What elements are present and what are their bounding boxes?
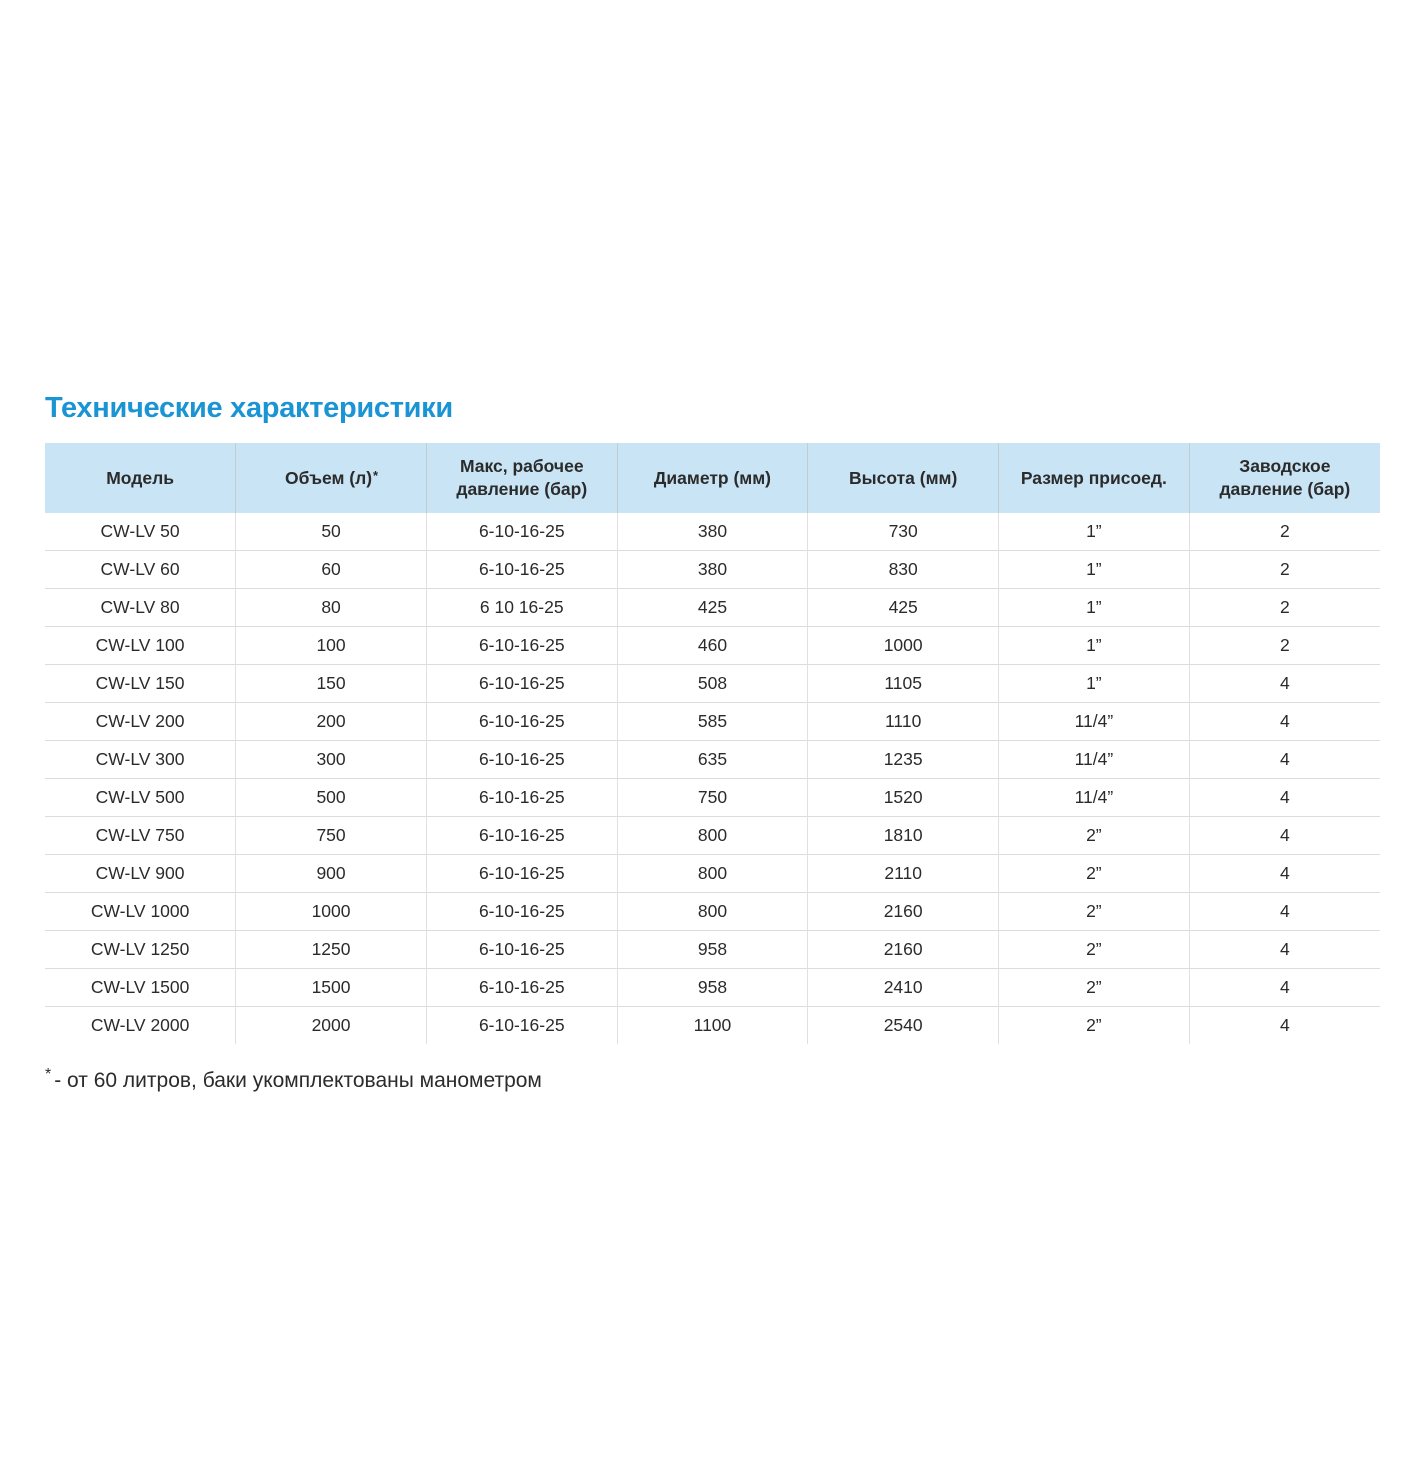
cell-connection-size: 2”: [999, 931, 1190, 969]
cell-factory-pressure: 2: [1189, 627, 1380, 665]
specs-table: [45, 443, 1380, 1044]
cell-diameter: 800: [617, 855, 808, 893]
cell-volume: 2000: [236, 1007, 427, 1045]
table-row: [45, 931, 1380, 969]
cell-factory-pressure: 4: [1189, 1007, 1380, 1045]
cell-connection-size: 11/4”: [999, 741, 1190, 779]
cell-height: 2110: [808, 855, 999, 893]
cell-model: CW-LV 1500: [90, 977, 190, 997]
cell-height: 730: [808, 513, 999, 551]
col-header-model: [45, 443, 236, 513]
cell-max-working-pressure: 6-10-16-25: [426, 817, 617, 855]
cell-max-working-pressure: 6-10-16-25: [426, 665, 617, 703]
cell-diameter: 958: [617, 931, 808, 969]
col-header-connection-size-label: Размер присоед.: [1020, 467, 1167, 488]
col-header-diameter-label: Диаметр (мм): [653, 467, 771, 488]
table-header-row: [45, 443, 1380, 513]
table-row: [45, 665, 1380, 703]
cell-factory-pressure: 2: [1189, 551, 1380, 589]
table-row: [45, 817, 1380, 855]
cell-height: 1000: [808, 627, 999, 665]
cell-height: 1235: [808, 741, 999, 779]
cell-connection-size: 2”: [999, 893, 1190, 931]
cell-volume: 300: [236, 741, 427, 779]
cell-connection-size: 2”: [999, 969, 1190, 1007]
cell-factory-pressure: 4: [1189, 931, 1380, 969]
cell-model: CW-LV 2000: [90, 1015, 190, 1035]
cell-max-working-pressure: 6-10-16-25: [426, 893, 617, 931]
cell-factory-pressure: 4: [1189, 893, 1380, 931]
cell-max-working-pressure: 6-10-16-25: [426, 551, 617, 589]
cell-max-working-pressure: 6 10 16-25: [426, 589, 617, 627]
table-row: [45, 969, 1380, 1007]
cell-model: CW-LV 100: [95, 635, 185, 655]
cell-connection-size: 1”: [999, 627, 1190, 665]
cell-model: CW-LV 80: [100, 597, 180, 617]
col-header-volume-label: Объем (л): [285, 467, 373, 488]
cell-volume: 200: [236, 703, 427, 741]
cell-factory-pressure: 4: [1189, 779, 1380, 817]
cell-volume: 500: [236, 779, 427, 817]
cell-height: 2540: [808, 1007, 999, 1045]
cell-model: CW-LV 300: [95, 749, 185, 769]
cell-height: 1110: [808, 703, 999, 741]
col-header-factory-pressure: [1189, 443, 1380, 513]
cell-volume: 750: [236, 817, 427, 855]
cell-height: 425: [808, 589, 999, 627]
footnote-text: - от 60 литров, баки укомплектованы манометром: [54, 1069, 542, 1092]
cell-volume: 60: [236, 551, 427, 589]
page-title: Технические характеристики: [45, 392, 453, 424]
cell-volume: 80: [236, 589, 427, 627]
cell-model: CW-LV 750: [95, 825, 185, 845]
cell-height: 2160: [808, 931, 999, 969]
cell-max-working-pressure: 6-10-16-25: [426, 779, 617, 817]
cell-volume: 1000: [236, 893, 427, 931]
cell-factory-pressure: 4: [1189, 855, 1380, 893]
cell-height: 830: [808, 551, 999, 589]
cell-model: CW-LV 1250: [90, 939, 190, 959]
cell-max-working-pressure: 6-10-16-25: [426, 969, 617, 1007]
cell-volume: 1250: [236, 931, 427, 969]
cell-diameter: 380: [617, 551, 808, 589]
cell-height: 2160: [808, 893, 999, 931]
cell-diameter: 425: [617, 589, 808, 627]
col-header-height-label: Высота (мм): [849, 467, 958, 488]
cell-connection-size: 1”: [999, 589, 1190, 627]
cell-model: CW-LV 50: [100, 521, 180, 541]
cell-diameter: 800: [617, 817, 808, 855]
col-header-connection-size: [999, 443, 1190, 513]
col-header-diameter: [617, 443, 808, 513]
cell-height: 1520: [808, 779, 999, 817]
table-row: [45, 855, 1380, 893]
cell-model: CW-LV 500: [95, 787, 185, 807]
table-row: [45, 703, 1380, 741]
cell-diameter: 380: [617, 513, 808, 551]
footnote: [45, 1066, 1380, 1093]
cell-connection-size: 2”: [999, 855, 1190, 893]
cell-volume: 900: [236, 855, 427, 893]
cell-max-working-pressure: 6-10-16-25: [426, 931, 617, 969]
cell-diameter: 800: [617, 893, 808, 931]
col-header-model-label: Модель: [106, 467, 174, 488]
cell-factory-pressure: 4: [1189, 817, 1380, 855]
cell-factory-pressure: 4: [1189, 665, 1380, 703]
cell-model: CW-LV 900: [95, 863, 185, 883]
table-row: [45, 589, 1380, 627]
table-body: [45, 513, 1380, 1044]
cell-diameter: 958: [617, 969, 808, 1007]
cell-max-working-pressure: 6-10-16-25: [426, 703, 617, 741]
cell-connection-size: 11/4”: [999, 779, 1190, 817]
cell-factory-pressure: 2: [1189, 589, 1380, 627]
content-area: [45, 392, 1380, 1093]
cell-max-working-pressure: 6-10-16-25: [426, 1007, 617, 1045]
cell-model: CW-LV 1000: [90, 901, 190, 921]
table-row: [45, 627, 1380, 665]
table-row: [45, 1007, 1380, 1045]
table-row: [45, 893, 1380, 931]
col-header-factory-pressure-label: Заводское давление (бар): [1219, 456, 1351, 499]
cell-factory-pressure: 4: [1189, 969, 1380, 1007]
cell-volume: 1500: [236, 969, 427, 1007]
col-header-max-working-pressure: [426, 443, 617, 513]
cell-connection-size: 2”: [999, 817, 1190, 855]
cell-diameter: 635: [617, 741, 808, 779]
cell-diameter: 508: [617, 665, 808, 703]
cell-diameter: 585: [617, 703, 808, 741]
table-header: [45, 443, 1380, 513]
cell-diameter: 460: [617, 627, 808, 665]
cell-volume: 100: [236, 627, 427, 665]
cell-height: 1810: [808, 817, 999, 855]
cell-height: 2410: [808, 969, 999, 1007]
cell-connection-size: 1”: [999, 513, 1190, 551]
col-header-max-working-pressure-label: Макс, рабочее давление (бар): [456, 456, 588, 499]
cell-connection-size: 2”: [999, 1007, 1190, 1045]
cell-connection-size: 11/4”: [999, 703, 1190, 741]
cell-max-working-pressure: 6-10-16-25: [426, 513, 617, 551]
footnote-asterisk: *: [45, 1066, 52, 1083]
cell-model: CW-LV 200: [95, 711, 185, 731]
table-row: [45, 741, 1380, 779]
table-row: [45, 551, 1380, 589]
cell-factory-pressure: 2: [1189, 513, 1380, 551]
cell-height: 1105: [808, 665, 999, 703]
volume-asterisk: *: [373, 467, 379, 483]
table-row: [45, 513, 1380, 551]
cell-factory-pressure: 4: [1189, 703, 1380, 741]
cell-max-working-pressure: 6-10-16-25: [426, 741, 617, 779]
cell-factory-pressure: 4: [1189, 741, 1380, 779]
table-row: [45, 779, 1380, 817]
cell-volume: 50: [236, 513, 427, 551]
col-header-height: [808, 443, 999, 513]
cell-connection-size: 1”: [999, 551, 1190, 589]
cell-volume: 150: [236, 665, 427, 703]
cell-max-working-pressure: 6-10-16-25: [426, 627, 617, 665]
cell-max-working-pressure: 6-10-16-25: [426, 855, 617, 893]
cell-diameter: 750: [617, 779, 808, 817]
cell-model: CW-LV 60: [100, 559, 180, 579]
col-header-volume: [236, 443, 427, 513]
cell-model: CW-LV 150: [95, 673, 185, 693]
cell-connection-size: 1”: [999, 665, 1190, 703]
cell-diameter: 1100: [617, 1007, 808, 1045]
